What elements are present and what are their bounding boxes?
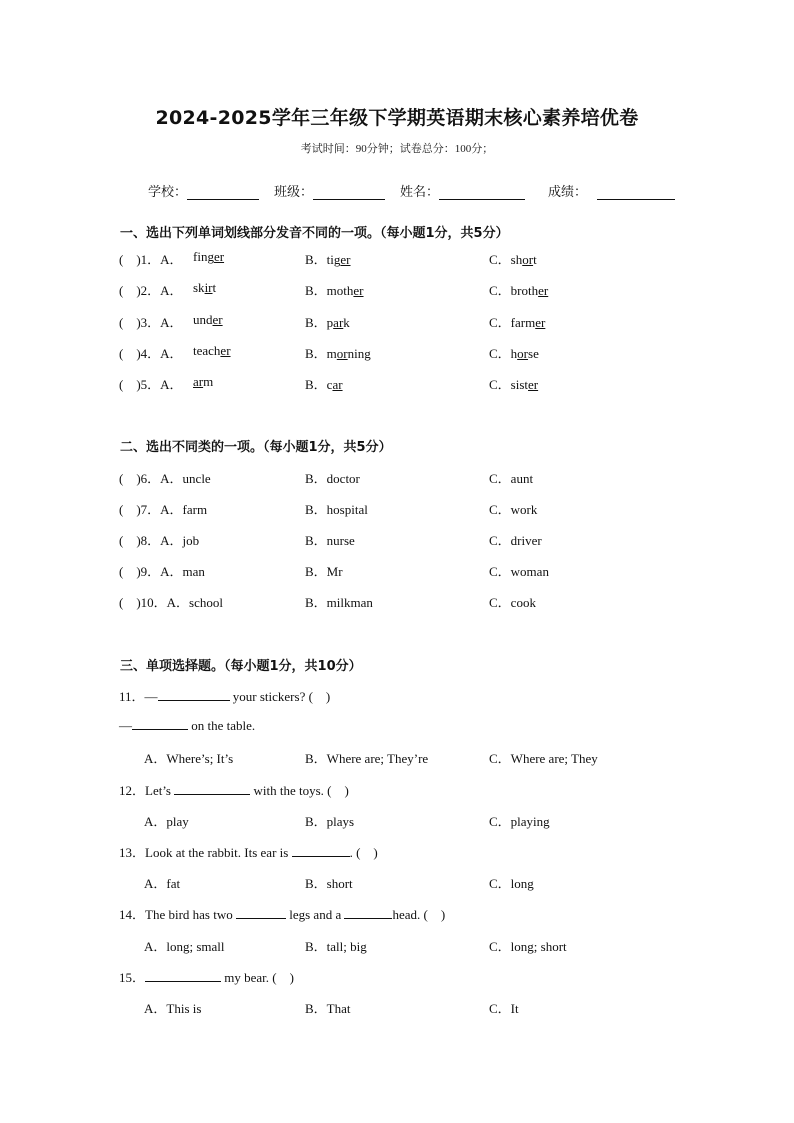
option-c: C．sister [489,377,539,392]
option-a: ( )10．A．school [119,595,223,610]
question-13-stem: 13．Look at the rabbit. Its ear is . ( ) [119,845,378,860]
option-c: C．Where are; They [489,751,598,766]
option-a: A．long; small [144,939,225,954]
name-field [400,181,525,200]
option-a: A．This is [144,1001,202,1016]
option-a: ( )7．A．farm [119,502,208,517]
option-a: teacher [193,343,231,358]
answer-blank[interactable] [145,969,221,982]
option-b: B．milkman [305,595,373,610]
question-15-options [119,998,719,1018]
question-number: ( )3．A． [119,315,183,330]
school-label: 学校： [148,184,188,199]
option-a: ( )8．A．job [119,533,200,548]
score-blank[interactable] [597,185,675,200]
question-14-stem: 14．The bird has two legs and a head. ( ) [119,907,446,922]
answer-blank[interactable] [236,906,286,919]
section-1-heading: 一、选出下列单词划线部分发音不同的一项。（每小题1分，共5分） [120,226,509,241]
question-12-options [119,811,719,831]
section-3-heading: 三、单项选择题。（每小题1分，共10分） [120,659,362,674]
school-field [148,181,259,200]
option-b: B．plays [305,814,355,829]
option-c: C．aunt [489,471,534,486]
exam-title: 2024-2025学年三年级下学期英语期末核心素养培优卷 [155,107,639,129]
option-c: C．short [489,252,537,267]
option-b: B．That [305,1001,351,1016]
option-c: C．long; short [489,939,567,954]
option-a: under [193,312,223,327]
score-field [548,181,675,200]
option-b: B．nurse [305,533,355,548]
option-c: C．farmer [489,315,546,330]
option-b: B．tiger [305,252,351,267]
option-b: B．hospital [305,502,368,517]
option-b: B．morning [305,346,371,361]
class-field [274,181,385,200]
score-label: 成绩： [548,184,588,199]
answer-blank[interactable] [344,906,392,919]
option-a: A．fat [144,876,181,891]
question-number: ( )5．A． [119,377,183,392]
class-label: 班级： [274,184,314,199]
option-b: B．Where are; They’re [305,751,429,766]
question-11-stem: 11．— your stickers? ( ) [119,689,331,704]
option-c: C．horse [489,346,539,361]
section-2-heading: 二、选出不同类的一项。（每小题1分，共5分） [120,440,392,455]
question-row [119,561,719,581]
question-number: ( )4．A． [119,346,183,361]
question-14-options [119,936,719,956]
option-c: C．brother [489,283,549,298]
answer-blank[interactable] [292,844,350,857]
question-row [119,312,719,332]
question-11-line2: — on the table. [119,718,256,733]
option-c: C．It [489,1001,519,1016]
question-12-stem: 12．Let’s with the toys. ( ) [119,783,349,798]
answer-blank[interactable] [132,717,188,730]
option-b: B．park [305,315,350,330]
name-blank[interactable] [439,185,525,200]
option-a: ( )9．A．man [119,564,205,579]
option-b: B．car [305,377,343,392]
option-b: B．tall; big [305,939,367,954]
option-a: A．Where’s; It’s [144,751,234,766]
option-a: finger [193,249,225,264]
question-number: ( )2．A． [119,283,183,298]
question-row [119,343,719,363]
option-a: A．play [144,814,189,829]
option-c: C．work [489,502,538,517]
question-row [119,249,719,269]
option-a: skirt [193,280,217,295]
school-blank[interactable] [187,185,259,200]
question-row [119,468,719,488]
option-c: C．driver [489,533,542,548]
option-a: arm [193,374,214,389]
class-blank[interactable] [313,185,385,200]
question-11-options [119,748,719,768]
option-b: B．doctor [305,471,360,486]
exam-subtitle: 考试时间：90分钟；试卷总分：100分； [300,143,494,155]
answer-blank[interactable] [174,782,250,795]
question-15-stem: 15． my bear. ( ) [119,970,294,985]
option-b: B．mother [305,283,364,298]
answer-blank[interactable] [158,688,230,701]
option-c: C．cook [489,595,536,610]
question-row [119,592,719,612]
question-number: ( )1．A． [119,252,183,267]
option-c: C．woman [489,564,549,579]
question-row [119,530,719,550]
option-c: C．playing [489,814,550,829]
option-b: B．Mr [305,564,343,579]
option-c: C．long [489,876,534,891]
question-13-options [119,873,719,893]
question-row [119,280,719,300]
name-label: 姓名： [400,184,440,199]
question-row [119,374,719,394]
option-a: ( )6．A．uncle [119,471,211,486]
option-b: B．short [305,876,353,891]
question-row [119,499,719,519]
